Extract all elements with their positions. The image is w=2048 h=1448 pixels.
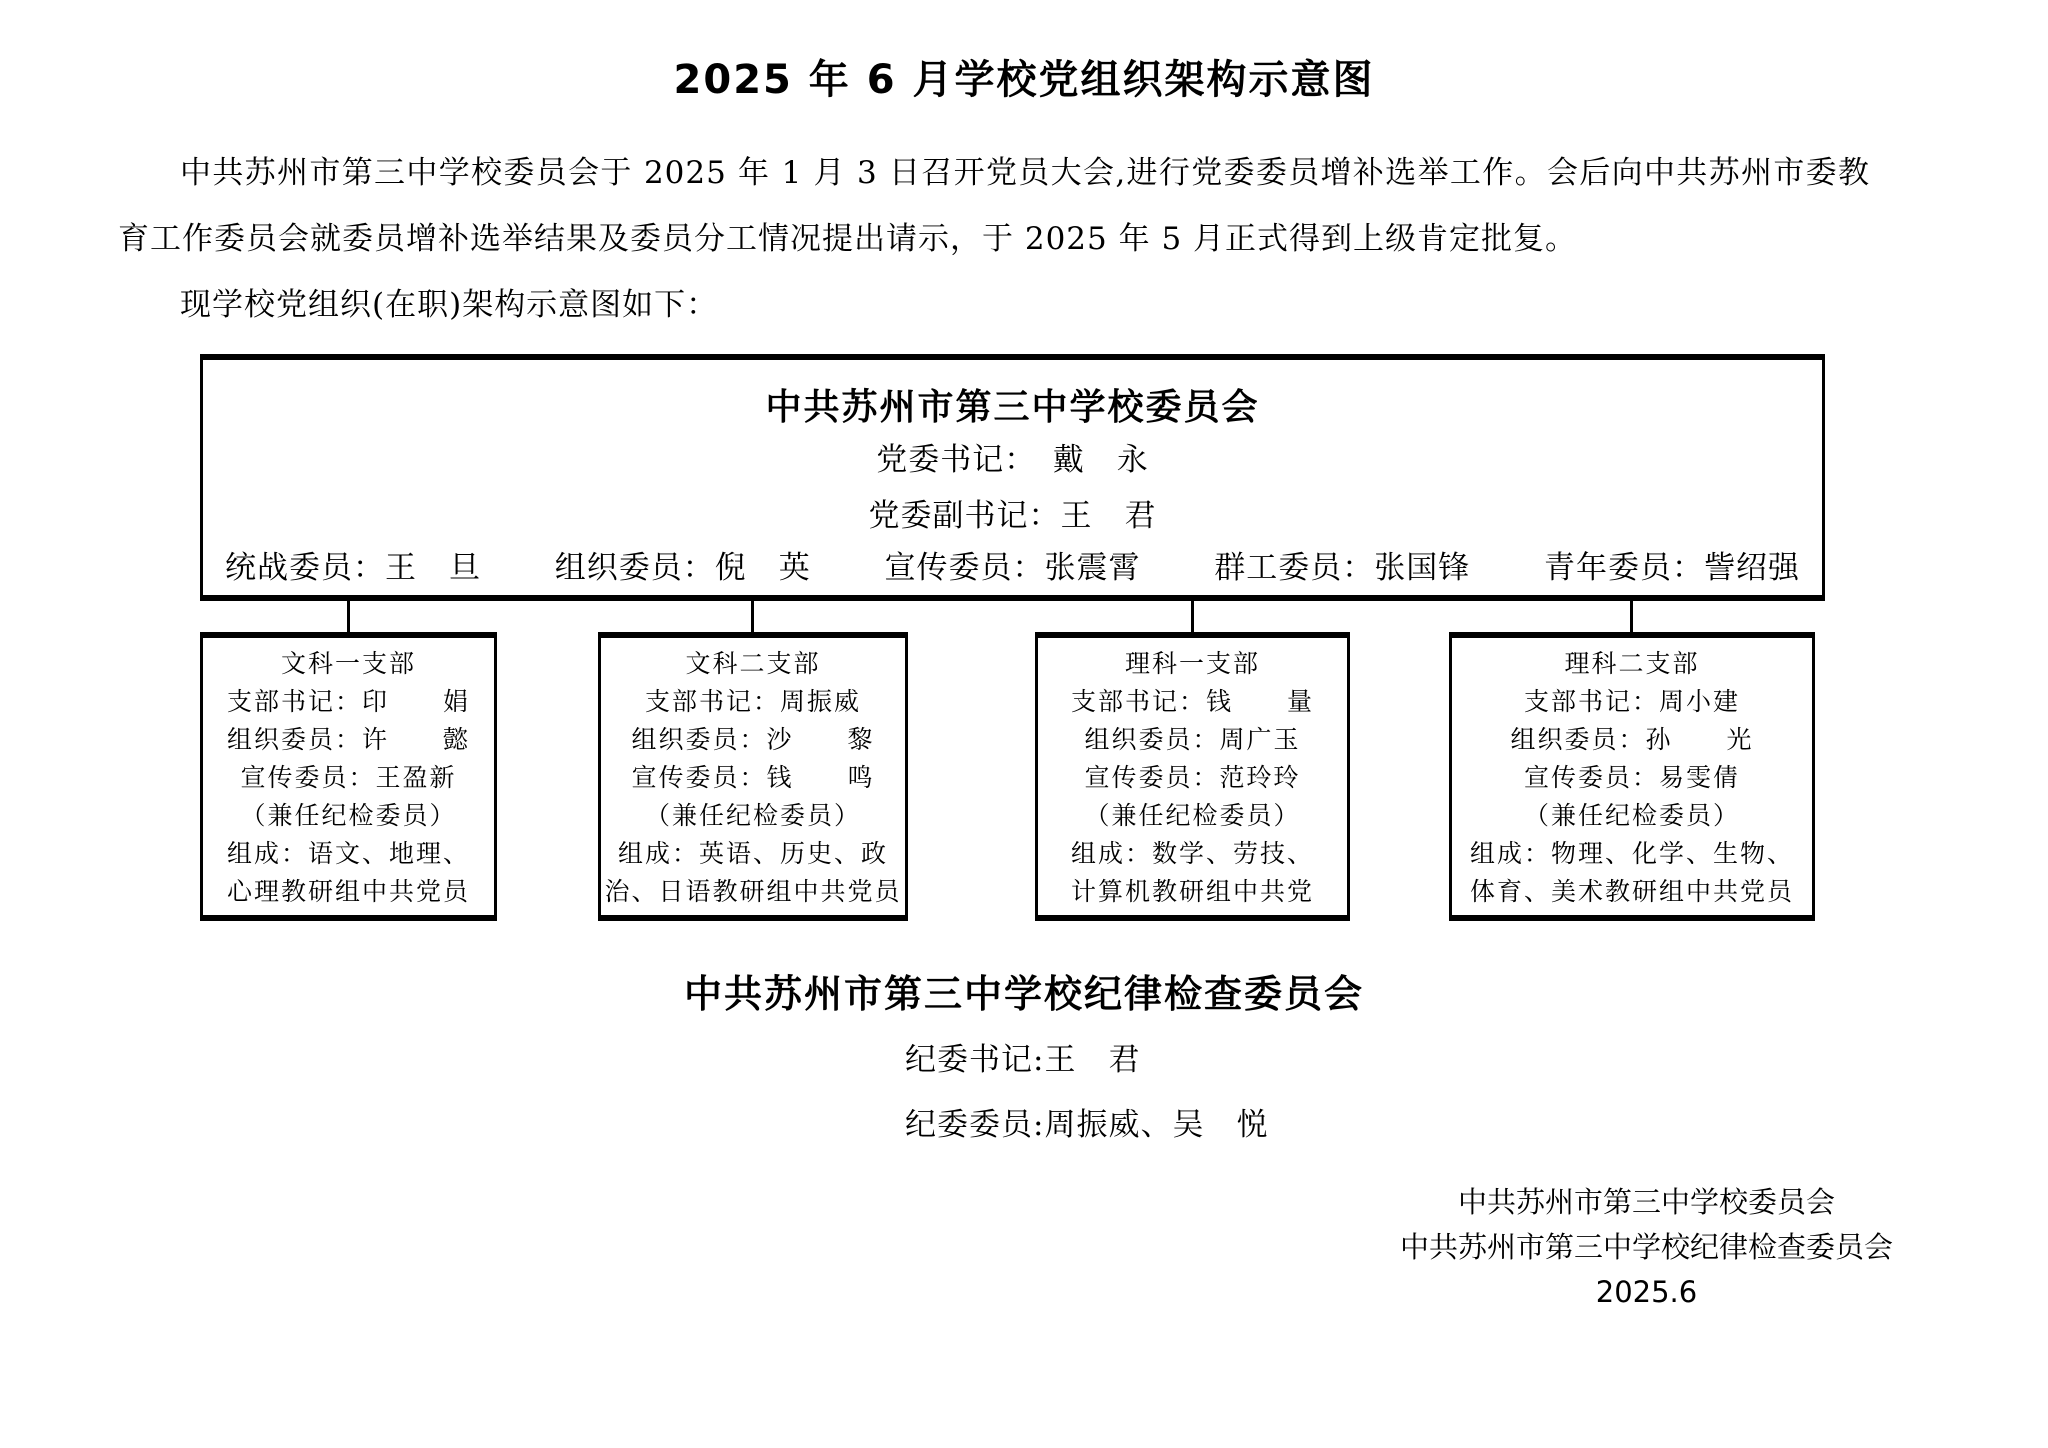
party-committee-box [200, 354, 1825, 601]
committee-deputy-line: 党委副书记：王 君 [868, 498, 1157, 534]
branch-composition-line1: 组成：物理、化学、生物、 [1469, 839, 1794, 868]
signature-block [1400, 1180, 1893, 1315]
committee-members-row [203, 548, 1822, 588]
branch-title: 文科一支部 [280, 649, 416, 678]
branch-note: （兼任纪检委员） [1084, 801, 1301, 830]
connector-line-branch2 [751, 601, 754, 632]
branch-box-science-2 [1449, 632, 1815, 921]
committee-secretary-line: 党委书记： 戴 永 [876, 442, 1149, 478]
connector-line-branch4 [1630, 601, 1633, 632]
discipline-committee-block [905, 1028, 1268, 1158]
branch-composition-line2: 体育、美术教研组中共党员 [1469, 877, 1794, 906]
branch-note: （兼任纪检委员） [240, 801, 457, 830]
branch-title: 理科一支部 [1124, 649, 1260, 678]
connector-line-branch3 [1191, 601, 1194, 632]
member-organization: 组织委员：倪 英 [554, 550, 811, 586]
signature-date: 2025.6 [1595, 1275, 1698, 1309]
branch-secretary: 支部书记：周小建 [1523, 687, 1740, 716]
branch-propagandist: 宣传委员：王盈新 [240, 763, 457, 792]
intro-paragraph: 中共苏州市第三中学校委员会于 2025 年 1 月 3 日召开党员大会,进行党委委员增补选举工作。会后向中共苏州市委教育工作委员会就委员增补选举结果及委员分工情况提出请示，于 2025 年 5 月正式得到上级肯定批复。 [118, 155, 1870, 257]
member-propaganda: 宣传委员：张震霄 [884, 550, 1141, 586]
branch-organizer: 组织委员：许 懿 [226, 725, 470, 754]
branch-composition-line2: 治、日语教研组中共党员 [604, 877, 902, 906]
branch-box-liberal-arts-1 [200, 632, 497, 921]
branch-secretary: 支部书记：印 娟 [226, 687, 470, 716]
chart-lead-line: 现学校党组织(在职)架构示意图如下： [180, 287, 719, 323]
branch-box-liberal-arts-2 [598, 632, 908, 921]
branch-composition-line1: 组成：英语、历史、政 [617, 839, 888, 868]
branch-secretary: 支部书记：周振威 [644, 687, 861, 716]
branch-note: （兼任纪检委员） [644, 801, 861, 830]
branch-organizer: 组织委员：孙 光 [1510, 725, 1754, 754]
branch-title: 理科二支部 [1564, 649, 1700, 678]
signature-discipline-line: 中共苏州市第三中学校纪律检查委员会 [1399, 1230, 1893, 1264]
branch-composition-line1: 组成：数学、劳技、 [1070, 839, 1314, 868]
discipline-members-line: 纪委委员:周振威、吴 悦 [905, 1107, 1269, 1143]
org-chart [200, 354, 1825, 924]
branch-propagandist: 宣传委员：钱 鸣 [631, 763, 875, 792]
branch-propagandist: 宣传委员：易雯倩 [1523, 763, 1740, 792]
committee-name: 中共苏州市第三中学校委员会 [765, 386, 1260, 428]
signature-committee-line: 中共苏州市第三中学校委员会 [1457, 1185, 1835, 1219]
member-united-front: 统战委员：王 旦 [225, 550, 481, 586]
member-youth: 青年委员：訾绍强 [1544, 550, 1800, 586]
branch-secretary: 支部书记：钱 量 [1070, 687, 1314, 716]
branch-propagandist: 宣传委员：范玲玲 [1084, 763, 1301, 792]
member-mass-work: 群工委员：张国锋 [1214, 550, 1471, 586]
branch-box-science-1 [1035, 632, 1350, 921]
connector-line-branch1 [347, 601, 350, 632]
branch-composition-line1: 组成：语文、地理、 [226, 839, 470, 868]
discipline-secretary-line: 纪委书记:王 君 [905, 1042, 1141, 1078]
page-title: 2025 年 6 月学校党组织架构示意图 [673, 57, 1375, 103]
branch-note: （兼任纪检委员） [1523, 801, 1740, 830]
branch-organizer: 组织委员：沙 黎 [631, 725, 875, 754]
branch-composition-line2: 计算机教研组中共党 [1070, 877, 1314, 906]
branch-organizer: 组织委员：周广玉 [1084, 725, 1301, 754]
discipline-committee-heading: 中共苏州市第三中学校纪律检查委员会 [683, 971, 1364, 1016]
branch-title: 文科二支部 [685, 649, 821, 678]
branch-composition-line2: 心理教研组中共党员 [226, 877, 470, 906]
